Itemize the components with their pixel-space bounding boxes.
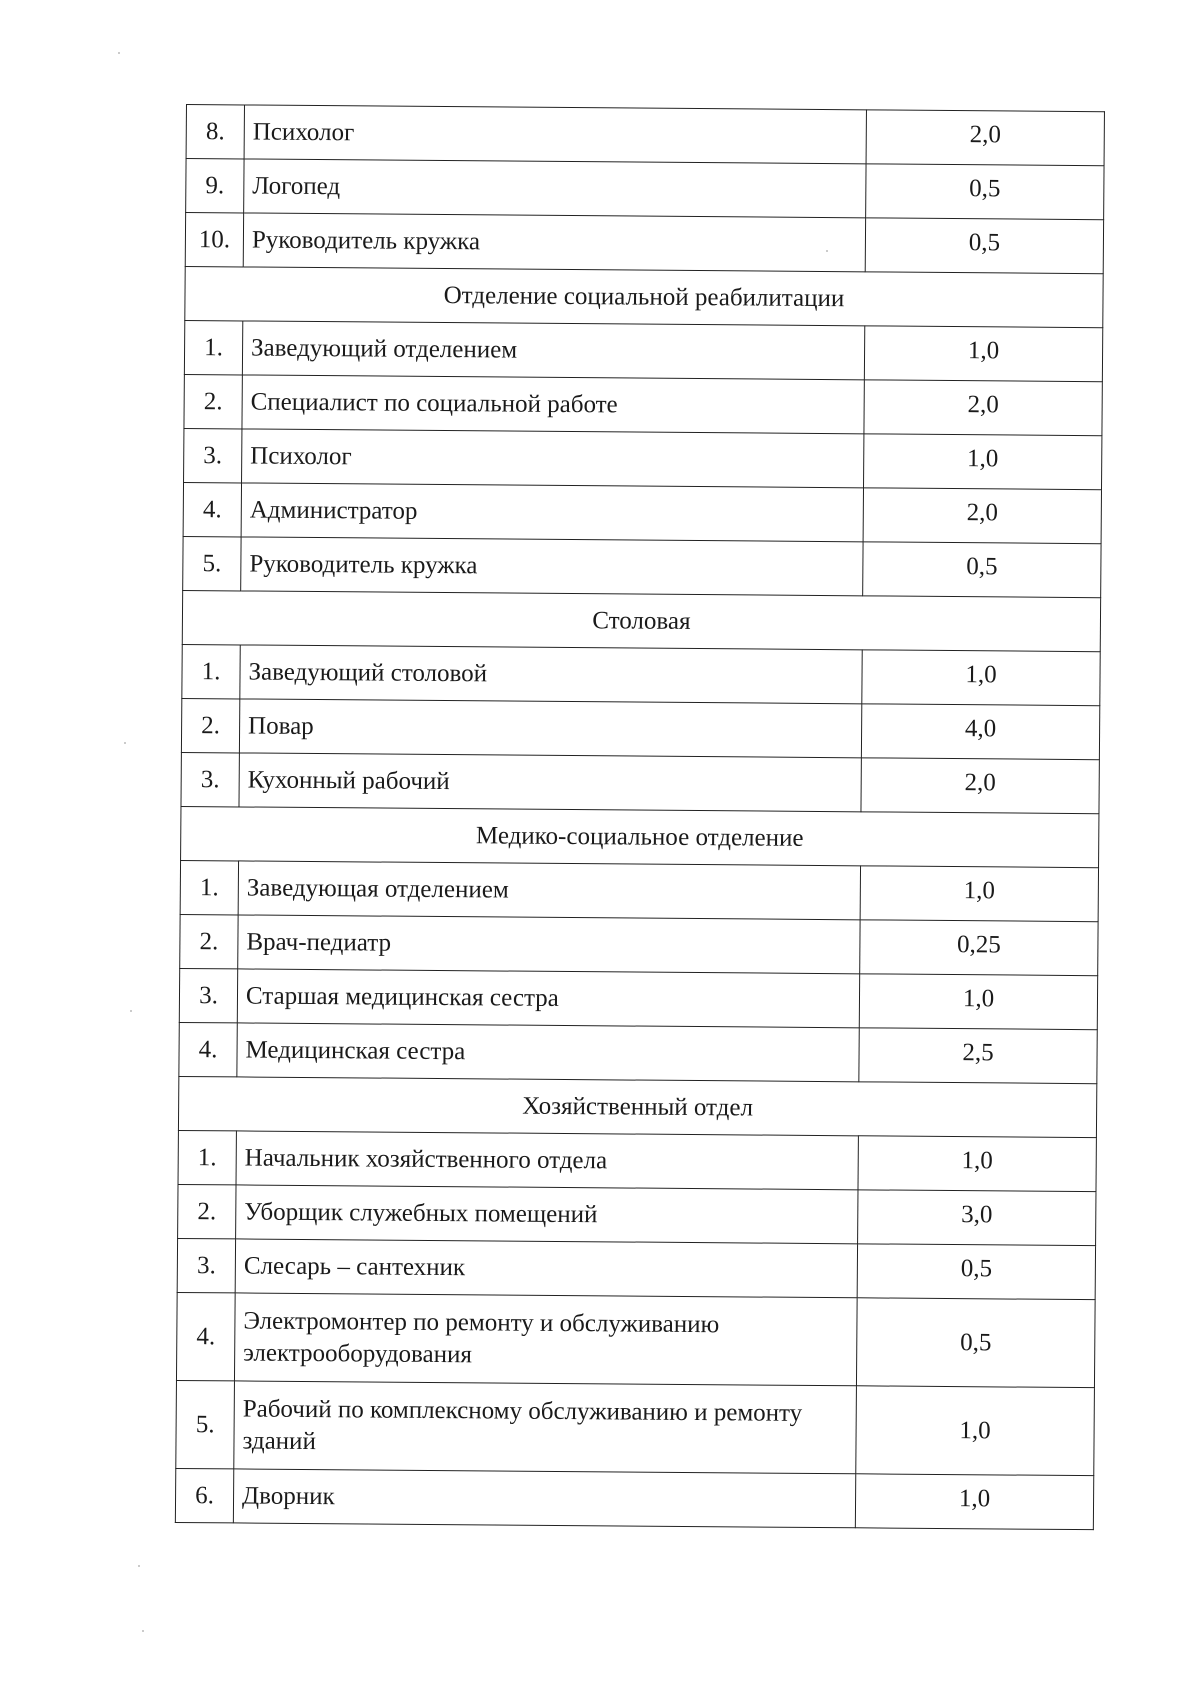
position-name: Медицинская сестра bbox=[237, 1023, 859, 1082]
section-title: Отделение социальной реабилитации bbox=[185, 266, 1103, 327]
table-row bbox=[180, 914, 1098, 975]
row-number: 4. bbox=[179, 1022, 237, 1076]
staff-rate: 0,5 bbox=[865, 218, 1103, 274]
position-name: Уборщик служебных помещений bbox=[236, 1185, 858, 1244]
staff-rate: 1,0 bbox=[862, 650, 1100, 706]
row-number: 5. bbox=[176, 1380, 235, 1468]
staff-rate: 2,0 bbox=[864, 380, 1102, 436]
position-name: Психолог bbox=[244, 105, 866, 164]
position-name: Специалист по социальной работе bbox=[242, 375, 864, 434]
table-row bbox=[186, 159, 1104, 220]
table-row bbox=[176, 1380, 1095, 1475]
staff-rate: 1,0 bbox=[864, 434, 1102, 490]
position-name: Повар bbox=[239, 699, 861, 758]
position-name: Психолог bbox=[242, 429, 864, 488]
staff-rate: 0,5 bbox=[866, 164, 1104, 220]
staff-rate: 2,0 bbox=[866, 110, 1104, 166]
staff-rate: 3,0 bbox=[858, 1190, 1096, 1246]
table-row bbox=[183, 536, 1101, 597]
section-header-row bbox=[182, 590, 1100, 651]
staff-rate: 1,0 bbox=[860, 866, 1098, 922]
row-number: 6. bbox=[175, 1468, 233, 1522]
row-number: 1. bbox=[184, 320, 242, 374]
row-number: 3. bbox=[184, 428, 242, 482]
table-row bbox=[184, 374, 1102, 435]
position-name: Кухонный рабочий bbox=[239, 753, 861, 812]
staff-rate: 0,25 bbox=[860, 920, 1098, 976]
row-number: 1. bbox=[180, 860, 238, 914]
position-name: Врач-педиатр bbox=[238, 915, 860, 974]
row-number: 3. bbox=[177, 1238, 235, 1292]
table-row bbox=[185, 213, 1103, 274]
position-name: Заведующая отделением bbox=[238, 861, 860, 920]
row-number: 2. bbox=[180, 914, 238, 968]
row-number: 3. bbox=[181, 752, 239, 806]
position-name: Заведующий отделением bbox=[242, 321, 864, 380]
section-title: Столовая bbox=[182, 590, 1100, 651]
section-title: Медико-социальное отделение bbox=[181, 806, 1099, 867]
row-number: 3. bbox=[179, 968, 237, 1022]
position-name: Руководитель кружка bbox=[241, 537, 863, 596]
staffing-table-body bbox=[175, 105, 1104, 1530]
position-name: Администратор bbox=[241, 483, 863, 542]
row-number: 8. bbox=[186, 105, 244, 159]
table-row bbox=[186, 105, 1104, 166]
staff-rate: 1,0 bbox=[858, 1136, 1096, 1192]
position-name: Заведующий столовой bbox=[240, 645, 862, 704]
row-number: 2. bbox=[181, 698, 239, 752]
table-row bbox=[178, 1184, 1096, 1245]
staff-rate: 4,0 bbox=[861, 704, 1099, 760]
table-row bbox=[176, 1292, 1095, 1387]
table-row bbox=[182, 644, 1100, 705]
position-name: Руководитель кружка bbox=[243, 213, 865, 272]
table-row bbox=[181, 698, 1099, 759]
section-header-row bbox=[178, 1076, 1096, 1137]
row-number: 4. bbox=[176, 1292, 235, 1380]
staff-rate: 1,0 bbox=[859, 974, 1097, 1030]
staff-rate: 0,5 bbox=[857, 1244, 1095, 1300]
position-name: Дворник bbox=[233, 1469, 855, 1528]
row-number: 1. bbox=[182, 644, 240, 698]
position-name: Электромонтер по ремонту и обслуживанию электрооборудования bbox=[234, 1293, 857, 1386]
table-row bbox=[179, 1022, 1097, 1083]
staff-rate: 0,5 bbox=[863, 542, 1101, 598]
table-row bbox=[184, 320, 1102, 381]
table-row bbox=[181, 752, 1099, 813]
staff-rate: 1,0 bbox=[855, 1474, 1093, 1530]
row-number: 4. bbox=[183, 482, 241, 536]
staff-rate: 2,0 bbox=[861, 758, 1099, 814]
staffing-table bbox=[175, 104, 1105, 1530]
staff-rate: 2,0 bbox=[863, 488, 1101, 544]
staff-rate: 0,5 bbox=[856, 1298, 1095, 1388]
section-header-row bbox=[185, 266, 1103, 327]
position-name: Старшая медицинская сестра bbox=[237, 969, 859, 1028]
position-name: Рабочий по комплексному обслуживанию и ремонту зданий bbox=[234, 1381, 857, 1474]
row-number: 9. bbox=[186, 159, 244, 213]
table-row bbox=[183, 482, 1101, 543]
section-header-row bbox=[181, 806, 1099, 867]
position-name: Логопед bbox=[244, 159, 866, 218]
position-name: Начальник хозяйственного отдела bbox=[236, 1131, 858, 1190]
row-number: 5. bbox=[183, 536, 241, 590]
staff-rate: 2,5 bbox=[859, 1028, 1097, 1084]
position-name: Слесарь – сантехник bbox=[235, 1239, 857, 1298]
table-row bbox=[179, 968, 1097, 1029]
staff-rate: 1,0 bbox=[864, 326, 1102, 382]
row-number: 2. bbox=[178, 1184, 236, 1238]
row-number: 1. bbox=[178, 1130, 236, 1184]
section-title: Хозяйственный отдел bbox=[178, 1076, 1096, 1137]
table-row bbox=[177, 1238, 1095, 1299]
table-row bbox=[175, 1468, 1093, 1529]
table-row bbox=[178, 1130, 1096, 1191]
table-row bbox=[180, 860, 1098, 921]
staff-rate: 1,0 bbox=[856, 1386, 1095, 1476]
row-number: 10. bbox=[185, 213, 243, 267]
table-row bbox=[184, 428, 1102, 489]
row-number: 2. bbox=[184, 374, 242, 428]
